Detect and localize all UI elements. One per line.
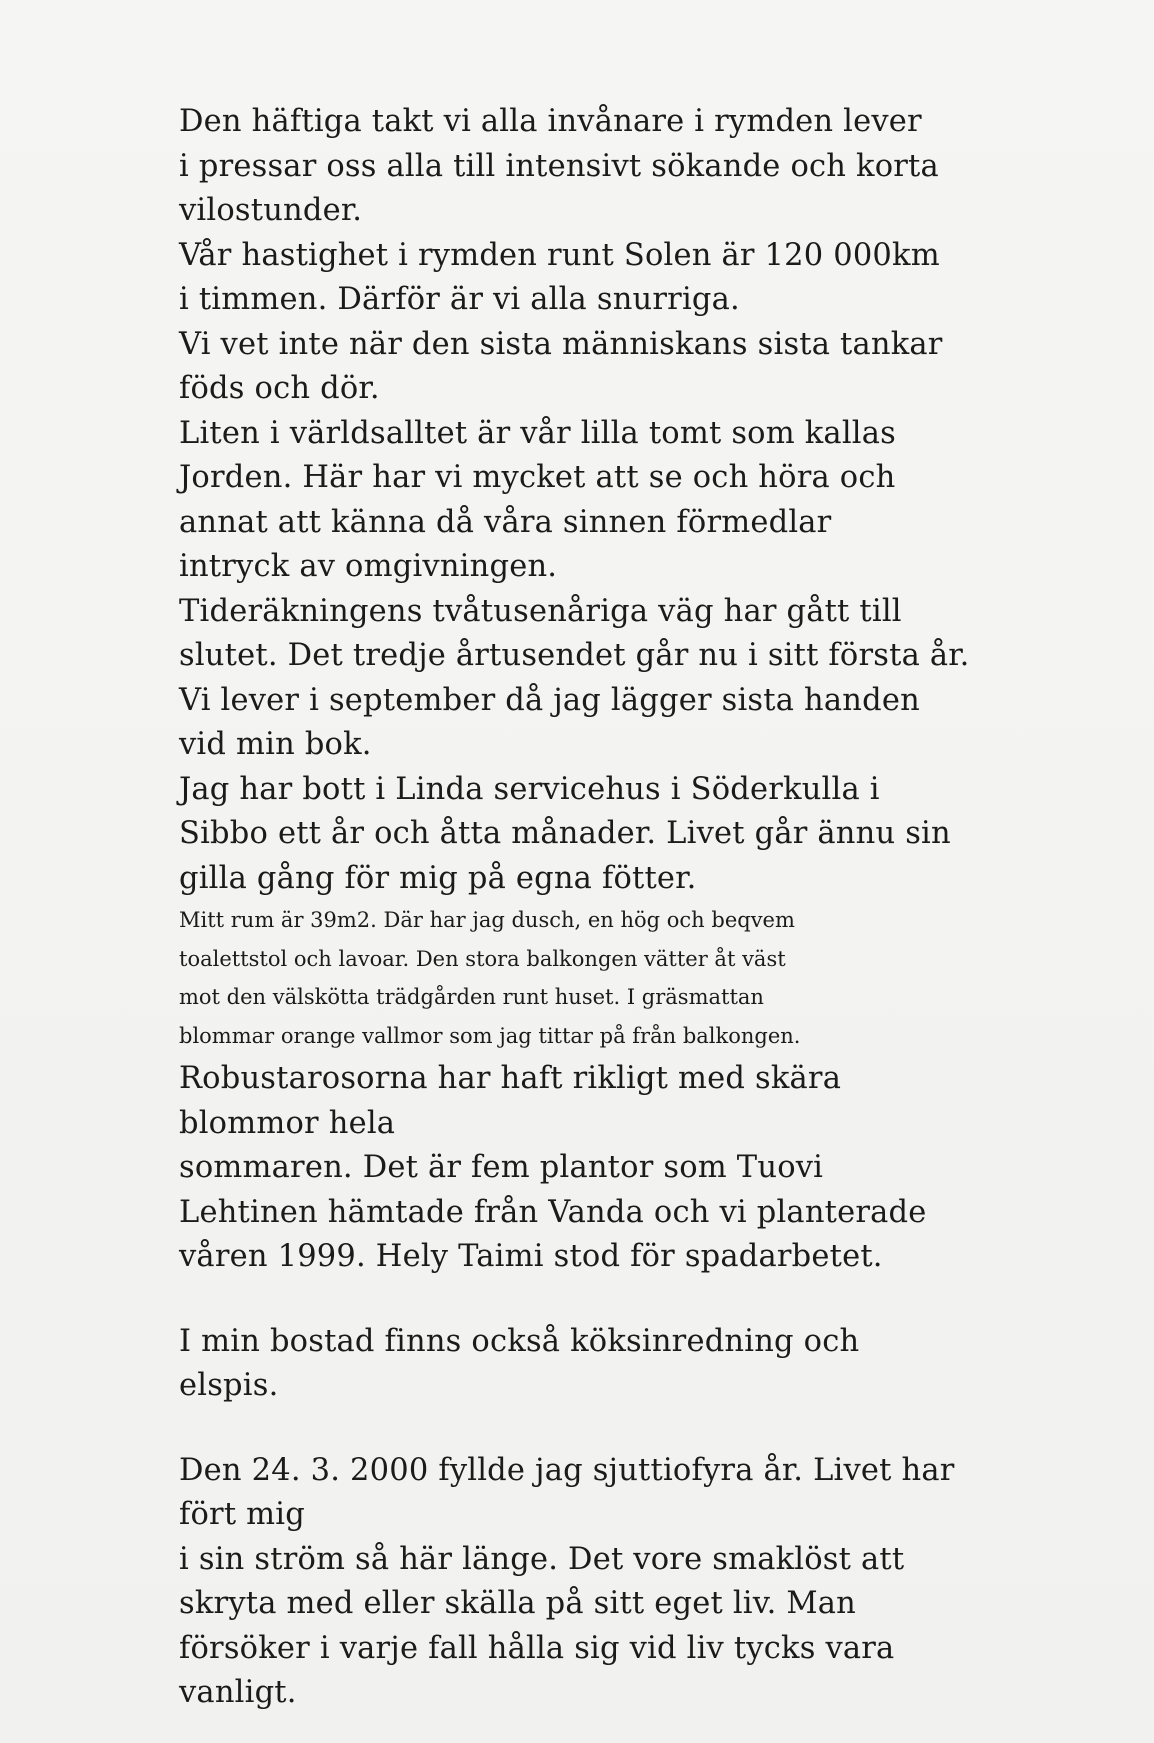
text-line: Vi lever i september då jag lägger sista handen [179, 682, 920, 718]
text-line: i timmen. Därför är vi alla snurriga. [179, 282, 740, 317]
text-line: Den 24. 3. 2000 fyllde jag sjuttiofyra år. Livet har [179, 1452, 955, 1488]
text-line: vid min bok. [179, 727, 372, 762]
small-text-line: Mitt rum är 39m2. Där har jag dusch, en hög och beqvem [179, 908, 795, 932]
text-line: i pressar oss alla till intensivt sökande och korta [179, 148, 939, 184]
text-line: sommaren. Det är fem plantor som Tuovi [179, 1150, 824, 1185]
text-line: våren 1999. Hely Taimi stod för spadarbetet. [179, 1239, 883, 1274]
text-line: Liten i världsalltet är vår lilla tomt som kallas [179, 415, 896, 451]
small-text-line: blommar orange vallmor som jag tittar på från balkongen. [179, 1023, 801, 1048]
text-line: i sin ström så här länge. Det vore smaklöst att [179, 1541, 905, 1577]
text-line: intryck av omgivningen. [179, 549, 558, 584]
text-line: skryta med eller skälla på sitt eget liv. Man [179, 1586, 857, 1621]
text-line: föds och dör. [179, 371, 380, 406]
text-line: annat att känna då våra sinnen förmedlar [179, 504, 832, 540]
text-line: Vår hastighet i rymden runt Solen är 120 000km [179, 237, 940, 273]
text-line: blommor hela [179, 1105, 396, 1141]
text-line: gilla gång för mig på egna fötter. [179, 860, 697, 896]
text-line: vilostunder. [179, 193, 363, 228]
small-text-line: mot den välskötta trädgården runt huset. I gräsmattan [179, 985, 764, 1009]
text-line: Sibbo ett år och åtta månader. Livet går ännu sin [179, 816, 951, 851]
text-line: Den häftiga takt vi alla invånare i rymden lever [179, 104, 922, 139]
text-line: Robustarosorna har haft rikligt med skära [179, 1061, 842, 1096]
text-line: elspis. [179, 1368, 279, 1403]
text-line: försöker i varje fall hålla sig vid liv tycks vara [179, 1630, 895, 1666]
document-body-text [179, 100, 1059, 1716]
text-line: Tideräkningens tvåtusenåriga väg har gått till [179, 593, 902, 629]
text-line: Vi vet inte när den sista människans sista tankar [179, 326, 943, 362]
text-line: slutet. Det tredje årtusendet går nu i sitt första år. [179, 638, 970, 673]
text-line: Jag har bott i Linda servicehus i Söderkulla i [179, 771, 880, 807]
text-line: Lehtinen hämtade från Vanda och vi planterade [179, 1194, 927, 1230]
small-text-line: toalettstol och lavoar. Den stora balkongen vätter åt väst [179, 946, 786, 971]
text-line: I min bostad finns också köksinredning och [179, 1323, 860, 1359]
text-line: fört mig [179, 1497, 305, 1532]
text-line: Jorden. Här har vi mycket att se och höra och [179, 460, 896, 495]
text-line: vanligt. [179, 1675, 297, 1710]
